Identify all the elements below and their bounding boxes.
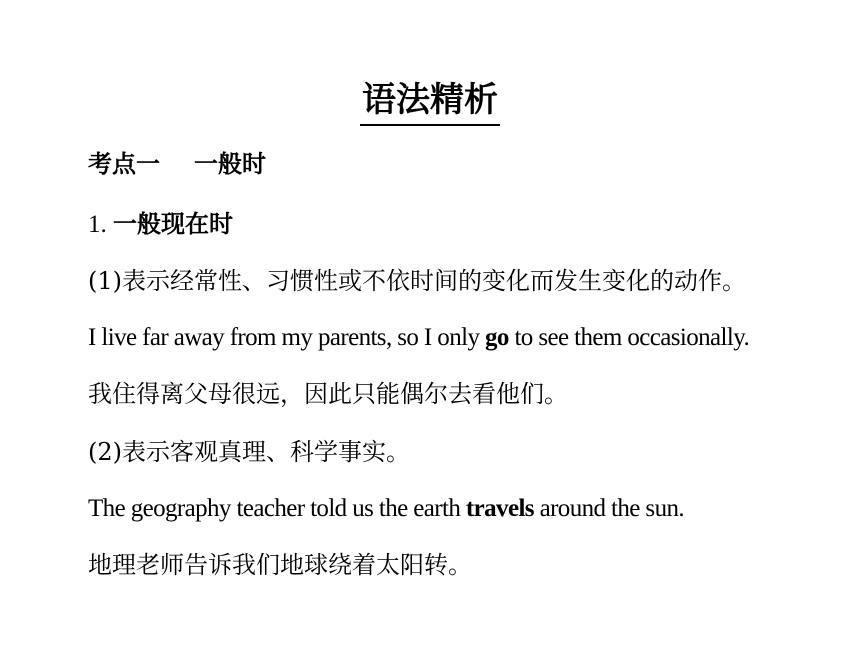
usage-2-description: (2)表示客观真理、科学事实。 (88, 438, 410, 466)
section-name: 一般时 (194, 150, 266, 178)
usage-1-example-keyword: go (485, 324, 509, 351)
section-heading (88, 148, 266, 180)
page-title-wrap (0, 78, 860, 126)
section-label: 考点一 (88, 150, 160, 178)
usage-2-example-keyword: travels (465, 495, 534, 522)
usage-2-example-before: The geography teacher told us the earth (88, 495, 466, 522)
usage-1-example (88, 322, 749, 354)
usage-1-example-before: I live far away from my parents, so I only (88, 324, 485, 351)
subsection-number: 1. (88, 211, 107, 238)
page-title: 语法精析 (360, 78, 500, 126)
usage-2-translation: 地理老师告诉我们地球绕着太阳转。 (88, 551, 472, 579)
subsection-heading (88, 208, 233, 241)
subsection-name: 一般现在时 (113, 210, 233, 238)
usage-1-translation: 我住得离父母很远，因此只能偶尔去看他们。 (88, 380, 568, 408)
usage-2-example-after: around the sun. (533, 495, 685, 522)
usage-2-example (88, 493, 684, 525)
usage-1-description: (1)表示经常性、习惯性或不依时间的变化而发生变化的动作。 (88, 267, 746, 295)
usage-1-example-after: to see them occasionally. (508, 324, 750, 351)
